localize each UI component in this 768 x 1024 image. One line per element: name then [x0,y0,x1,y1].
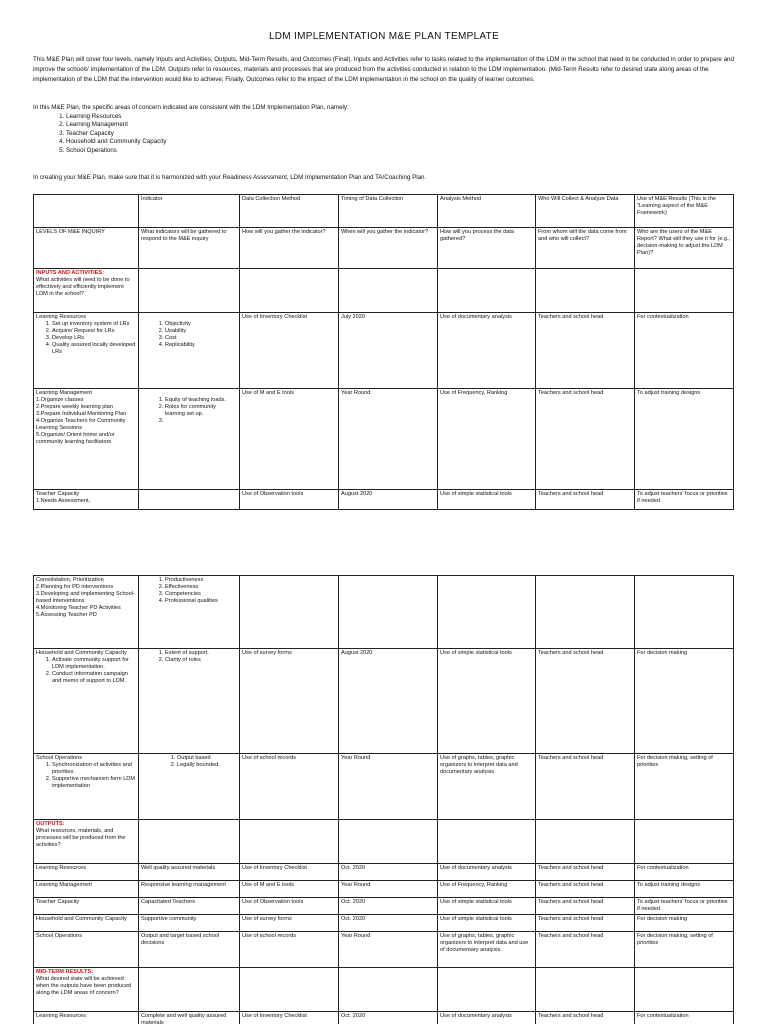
areas-list [50,113,166,155]
output-indicator: Output and target based school decisions [139,932,240,968]
so-method: Use of school records [240,754,339,820]
output-area: Teacher Capacity [34,898,139,915]
output-analysis: Use of graphs, tables, graphic organizers to interpret data and use of documentary analysis. [438,932,536,968]
table-row [34,269,734,313]
output-indicator: Capacitated Teachers [139,898,240,915]
document-title: LDM IMPLEMENTATION M&E PLAN TEMPLATE [268,31,500,42]
area-item: 2. Learning Management [66,121,166,129]
lm-indicators-list [141,397,237,425]
output-use: To adjust teachers' focus or priorities if needed [635,898,734,915]
list-item: 1. Activate community support for LDM implementation. [52,657,136,671]
output-method: Use of survey forms [240,915,339,932]
output-method: Use of school records [240,932,339,968]
area-item: 5. School Operations [66,147,166,155]
output-who: Teachers and school head [536,898,635,915]
table-row [34,389,734,490]
output-timing: Oct. 2020 [339,864,438,881]
so-indicators-cell [139,754,240,820]
list-item: 2. Clarity of roles [165,657,237,664]
output-analysis: Use of Frequency, Ranking [438,881,536,898]
list-item: 1. Equity of teaching loads. [165,397,237,404]
header-timing: Timing of Data Collection [339,195,438,228]
tc-analysis: Use of simple statistical tools [438,490,536,510]
midterm-analysis: Use of documentary analysis [438,1012,536,1024]
table-row [34,932,734,968]
lm-activities-cell [34,389,139,490]
harmonize-note: In creating your M&E Plan, make sure that it is harmonized with your Readiness Assessment, LDM Implementation Plan and TA/Coaching Plan. [33,174,427,181]
hcc-indicators-list [141,650,237,664]
list-item: 2. Effectiveness [165,584,237,591]
table-row [34,1012,734,1024]
inputs-section-cell [34,269,139,313]
lm-activity: 3.Prepare Individual Monitoring Plan [36,411,127,417]
question-timing: When will you gather the indicator? [339,228,438,269]
output-area: Household and Community Capacity [34,915,139,932]
tc2-indicators-list [141,577,237,605]
header-indicator: Indicator [139,195,240,228]
lr-timing: July 2020 [339,313,438,389]
tc-activities-cell [34,490,139,510]
table-row [34,864,734,881]
list-item: 2. Conduct information campaign and memo of support to LDM. [52,671,136,685]
question-analysis: How will you process the data gathered? [438,228,536,269]
lr-title: Learning Resources [36,314,87,320]
table-row [34,490,734,510]
output-method: Use of M and E tools [240,881,339,898]
lm-activity: 4.Organize Teachers for Community Learning Sessions [36,418,126,431]
document-page-2 [0,575,768,1024]
output-analysis: Use of simple statistical tools [438,915,536,932]
midterm-label: MID-TERM RESULTS: [36,969,94,975]
midterm-timing: Oct. 2020 [339,1012,438,1024]
output-area: Learning Resources [34,864,139,881]
midterm-area: Learning Resources [34,1012,139,1024]
area-item: 1. Learning Resources [66,113,166,121]
table-row [34,754,734,820]
lr-indicators-list [141,321,237,349]
so-who: Teachers and school head [536,754,635,820]
areas-intro: In this M&E Plan, the specific areas of concern indicated are consistent with the LDM Implementation Plan, namely: [33,104,349,111]
output-area: School Operations [34,932,139,968]
output-who: Teachers and school head [536,915,635,932]
question-data-collection: How will you gather the indicator? [240,228,339,269]
table-row [34,313,734,389]
header-use: Use of M&E Results (This is the "Learning aspect of the M&E Framework) [635,195,734,228]
so-use: For decision making, setting of priorities [635,754,734,820]
table-row [34,968,734,1012]
list-item: 3. Develop LRs [52,335,136,342]
tc-timing: August 2020 [339,490,438,510]
output-indicator: Well quality assured materials [139,864,240,881]
area-item: 3. Teacher Capacity [66,130,166,138]
hcc-title: Household and Community Capacity [36,650,127,656]
midterm-question: What desired state will be achieved when the outputs have been produced along the LDM areas of concern? [36,976,132,996]
list-item: 2. Usability [165,328,237,335]
header-who: Who Will Collect & Analyze Data [536,195,635,228]
list-item: 1. Objectivity [165,321,237,328]
tc-title: Teacher Capacity [36,491,80,497]
lm-activity: 1.Organize classes [36,397,84,403]
list-item: 1. Extent of support. [165,650,237,657]
table-row [34,915,734,932]
table-row [34,898,734,915]
output-timing: Oct. 2020 [339,898,438,915]
tc-method: Use of Observation tools [240,490,339,510]
midterm-use: For contextualization [635,1012,734,1024]
hcc-activities-list [36,657,136,685]
lr-activities-list [36,321,136,356]
tc2-activity: 4.Monitoring Teacher PD Activities [36,605,121,611]
table-row [34,576,734,649]
question-who: From whom will the data come from and who will collect? [536,228,635,269]
tc-who: Teachers and school head [536,490,635,510]
tc2-activity: 5.Assessing Teacher PD [36,612,97,618]
lm-activity: 5.Organize/ Orient home and/or community learning facilitators [36,432,115,445]
level-inquiry-label: LEVELS OF M&E INQUIRY [34,228,139,269]
table-row [34,228,734,269]
table-row [34,820,734,864]
tc2-activity: 2.Planning for PD interventions [36,584,114,590]
midterm-section-cell [34,968,139,1012]
tc2-activity: 3.Developing and implementing School-based interventions [36,591,135,604]
midterm-indicator: Complete and well quality assured materials [139,1012,240,1024]
list-item: 1. Set up inventory system of LRs [52,321,136,328]
list-item: 3. Competencies [165,591,237,598]
me-plan-table-part1 [33,194,734,510]
lm-analysis: Use of Frequency, Ranking [438,389,536,490]
outputs-question: What resources, materials, and processes will be produced from the activities? [36,828,126,848]
output-use: For decision making [635,915,734,932]
lm-method: Use of M and E tools [240,389,339,490]
inputs-label: INPUTS AND ACTIVITIES: [36,270,104,276]
midterm-who: Teachers and school head [536,1012,635,1024]
output-who: Teachers and school head [536,881,635,898]
lm-title: Learning Management [36,390,92,396]
so-activities-list [36,762,136,790]
outputs-label: OUTPUTS: [36,821,65,827]
list-item [165,418,237,425]
header-cell-empty [34,195,139,228]
list-item: 2. Supportive mechanism form LDM implementation [52,776,136,790]
output-timing: Oct. 2020 [339,915,438,932]
intro-paragraph: This M&E Plan will cover four levels, namely Inputs and Activities, Outputs, Mid-Term Results, and Outcomes (Final). Inputs and Activities refer to tasks related to the implementation of the LDM in the school that need to be conducted in order to prepare and improve the schools' implementation of the LDM. Outputs refer to resources, materials and processes that are produced from the activities conducted in relation to the LDM implementation. (Mid-Term Results refer to desired state along areas of the implementation of the LDM that the intervention would like to achieve; Finally, Outcomes refer to the impact of the LDM implementation in the school on the quality of learner outcomes. [33,56,734,83]
lm-indicators-cell [139,389,240,490]
list-item: 1. Productiveness [165,577,237,584]
output-who: Teachers and school head [536,864,635,881]
output-use: To adjust training designs [635,881,734,898]
list-item: 1. Synchronization of activities and priorities. [52,762,136,776]
hcc-method: Use of survey forms [240,649,339,754]
header-analysis: Analysis Method [438,195,536,228]
header-data-collection: Data Collection Method [240,195,339,228]
list-item: 2. Roles for community learning set up. [165,404,237,418]
so-indicators-list [141,755,237,769]
hcc-who: Teachers and school head [536,649,635,754]
hcc-activities-cell [34,649,139,754]
output-method: Use of Inventory Checklist [240,864,339,881]
output-timing: Year Round [339,881,438,898]
tc2-indicators-cell [139,576,240,649]
tc-use: To adjust teachers' focus or priorities if needed [635,490,734,510]
me-plan-table-part2 [33,575,734,1024]
outputs-section-cell [34,820,139,864]
question-use: Who are the users of the M&E Report? What will they use it for (e.g., decision-making to adjust the LDM Plan)? [635,228,734,269]
lm-timing: Year Round [339,389,438,490]
output-indicator: Responsive learning management [139,881,240,898]
list-item: 4. Replicability [165,342,237,349]
inputs-question: What activities will need to be done to effectively and efficiently implement LDM in the school? [36,277,130,297]
so-title: School Operations [36,755,83,761]
output-area: Learning Management [34,881,139,898]
lm-who: Teachers and school head [536,389,635,490]
lr-use: For contextualization [635,313,734,389]
list-item: 2. Legally bounded. [177,762,237,769]
tc2-activity: Consolidation, Prioritization [36,577,104,583]
lr-analysis: Use of documentary analysis [438,313,536,389]
area-item: 4. Household and Community Capacity [66,138,166,146]
hcc-analysis: Use of simple statistical tools [438,649,536,754]
tc2-activities-cell [34,576,139,649]
hcc-use: For decision making [635,649,734,754]
table-header-row [34,195,734,228]
list-item: 4. Professional qualities [165,598,237,605]
table-row [34,881,734,898]
so-timing: Year Round [339,754,438,820]
list-item: 4. Quality assured locally developed LRs [52,342,136,356]
lr-who: Teachers and school head [536,313,635,389]
output-use: For contextualization [635,864,734,881]
lr-indicators-cell [139,313,240,389]
list-item: 3. Cost [165,335,237,342]
list-item: 1. Output based [177,755,237,762]
output-indicator: Supportive community [139,915,240,932]
output-timing: Year Round [339,932,438,968]
lr-activities-cell [34,313,139,389]
output-analysis: Use of simple statistical tools [438,898,536,915]
midterm-method: Use of Inventory Checklist [240,1012,339,1024]
table-row [34,649,734,754]
lr-method: Use of Inventory Checklist [240,313,339,389]
output-method: Use of Observation tools [240,898,339,915]
question-indicator: What indicators will be gathered to respond to the M&E inquiry [139,228,240,269]
page-gap [0,545,768,575]
output-analysis: Use of documentary analysis [438,864,536,881]
tc-activity: 1.Needs Assessment, [36,498,91,504]
list-item: 2. Acquire/ Request for LRs [52,328,136,335]
output-use: For decision making, setting of priorities [635,932,734,968]
so-analysis: Use of graphs, tables, graphic organizers to interpret data and documentary analysis [438,754,536,820]
so-activities-cell [34,754,139,820]
hcc-indicators-cell [139,649,240,754]
output-who: Teachers and school head [536,932,635,968]
hcc-timing: August 2020 [339,649,438,754]
lm-use: To adjust training designs [635,389,734,490]
lm-activity: 2.Prepare weekly learning plan [36,404,113,410]
